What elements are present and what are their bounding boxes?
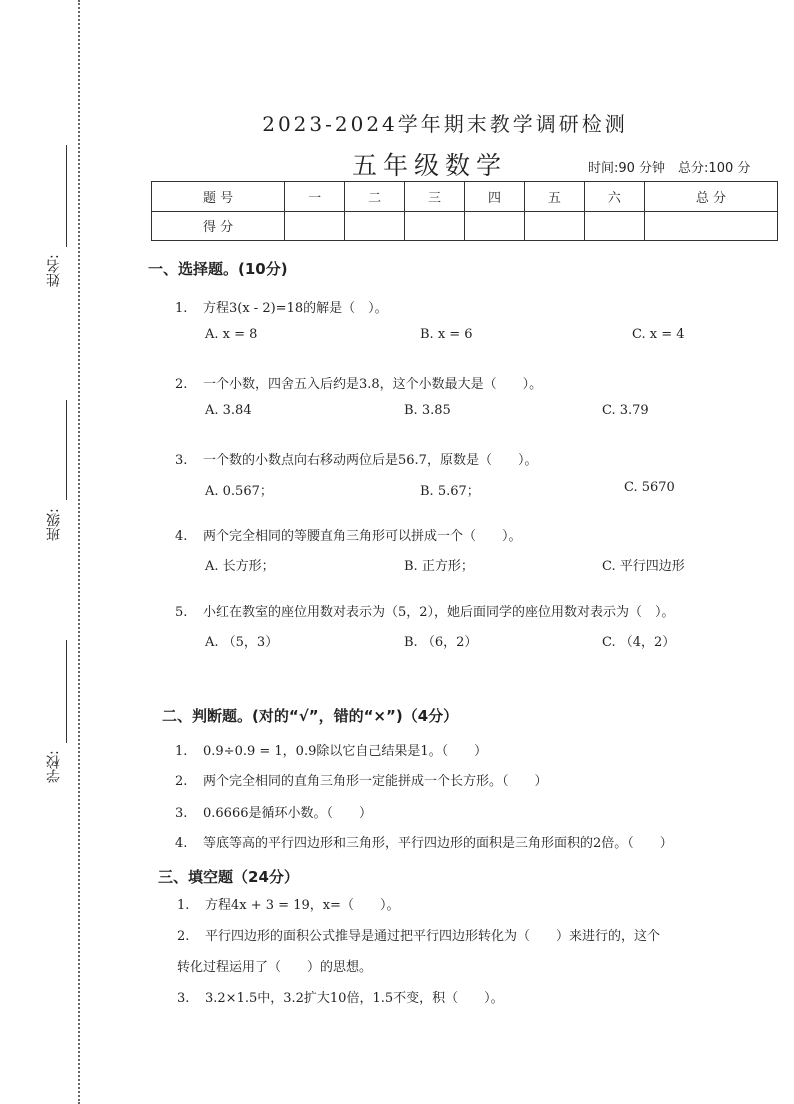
question-1-5: 5. 小红在教室的座位用数对表示为（5，2），她后面同学的座位用数对表示为（ ）。 <box>175 605 675 620</box>
option-b[interactable]: B. 5.67； <box>420 484 480 499</box>
option-a[interactable]: A. 0.567； <box>205 484 273 499</box>
table-header-cell: 一 <box>285 182 345 212</box>
option-a[interactable]: A. 3.84 <box>205 403 252 418</box>
option-b[interactable]: B. x = 6 <box>420 327 473 342</box>
name-underline <box>66 145 67 247</box>
question-1-2: 2. 一个小数，四舍五入后约是3.8，这个小数最大是（ ）。 <box>175 377 543 392</box>
table-header-cell: 总 分 <box>644 182 777 212</box>
option-a[interactable]: A. （5，3） <box>205 635 279 650</box>
section-2-title: 二、判断题。(对的“√”，错的“×”)（4分） <box>162 707 459 725</box>
question-1-4: 4. 两个完全相同的等腰直角三角形可以拼成一个（ ）。 <box>175 529 522 544</box>
table-header-cell: 六 <box>584 182 644 212</box>
name-label: 姓名: <box>46 254 62 288</box>
table-row <box>152 211 778 241</box>
judge-question-2: 2. 两个完全相同的直角三角形一定能拼成一个长方形。（ ） <box>175 774 548 789</box>
fill-question-1: 1. 方程4x + 3 = 19，x=（ ）。 <box>177 898 400 913</box>
school-underline <box>66 640 67 743</box>
school-field[interactable] <box>44 640 74 790</box>
binding-dotted-line <box>78 0 80 1104</box>
section-1-title: 一、选择题。(10分) <box>148 260 288 278</box>
option-c[interactable]: C. （4，2） <box>602 635 676 650</box>
judge-question-3: 3. 0.6666是循环小数。（ ） <box>175 806 372 821</box>
section-3-title: 三、填空题（24分） <box>158 868 299 886</box>
score-cell[interactable] <box>345 211 405 241</box>
table-header-cell: 题 号 <box>152 182 285 212</box>
option-b[interactable]: B. （6，2） <box>404 635 478 650</box>
judge-question-1: 1. 0.9÷0.9 = 1，0.9除以它自己结果是1。（ ） <box>175 744 488 759</box>
time-and-score-info: 时间:90 分钟 总分:100 分 <box>588 161 751 176</box>
class-underline <box>66 400 67 500</box>
option-c[interactable]: C. x = 4 <box>632 327 685 342</box>
school-label: 学校: <box>46 750 62 783</box>
question-1-3: 3. 一个数的小数点向右移动两位后是56.7，原数是（ ）。 <box>175 453 538 468</box>
fill-question-3: 3. 3.2×1.5中，3.2扩大10倍，1.5不变，积（ ）。 <box>177 991 504 1006</box>
option-b[interactable]: B. 正方形； <box>404 559 474 574</box>
score-cell[interactable] <box>464 211 524 241</box>
table-header-cell: 三 <box>405 182 465 212</box>
score-table <box>151 181 778 241</box>
score-cell[interactable] <box>285 211 345 241</box>
option-b[interactable]: B. 3.85 <box>404 403 451 418</box>
table-header-cell: 四 <box>464 182 524 212</box>
student-name-field[interactable] <box>44 145 74 295</box>
fill-question-2: 2. 平行四边形的面积公式推导是通过把平行四边形转化为（ ）来进行的，这个 <box>177 929 661 944</box>
table-header-cell: 二 <box>345 182 405 212</box>
score-cell[interactable] <box>584 211 644 241</box>
score-cell[interactable] <box>644 211 777 241</box>
table-row <box>152 182 778 212</box>
table-row-label: 得 分 <box>152 211 285 241</box>
option-a[interactable]: A. x = 8 <box>205 327 258 342</box>
fill-question-2-continued: 转化过程运用了（ ）的思想。 <box>177 960 373 975</box>
option-a[interactable]: A. 长方形； <box>205 559 275 574</box>
table-header-cell: 五 <box>524 182 584 212</box>
score-cell[interactable] <box>524 211 584 241</box>
option-c[interactable]: C. 平行四边形 <box>602 559 685 574</box>
exam-title: 2023-2024学年期末教学调研检测 <box>262 112 628 136</box>
option-c[interactable]: C. 3.79 <box>602 403 649 418</box>
subject-title: 五年级数学 <box>352 151 508 180</box>
class-field[interactable] <box>44 400 74 550</box>
score-cell[interactable] <box>405 211 465 241</box>
question-1-1: 1. 方程3(x - 2)=18的解是（ ）。 <box>175 301 388 316</box>
judge-question-4: 4. 等底等高的平行四边形和三角形，平行四边形的面积是三角形面积的2倍。（ ） <box>175 836 673 851</box>
class-label: 班级: <box>46 508 62 542</box>
option-c[interactable]: C. 5670 <box>624 480 675 495</box>
